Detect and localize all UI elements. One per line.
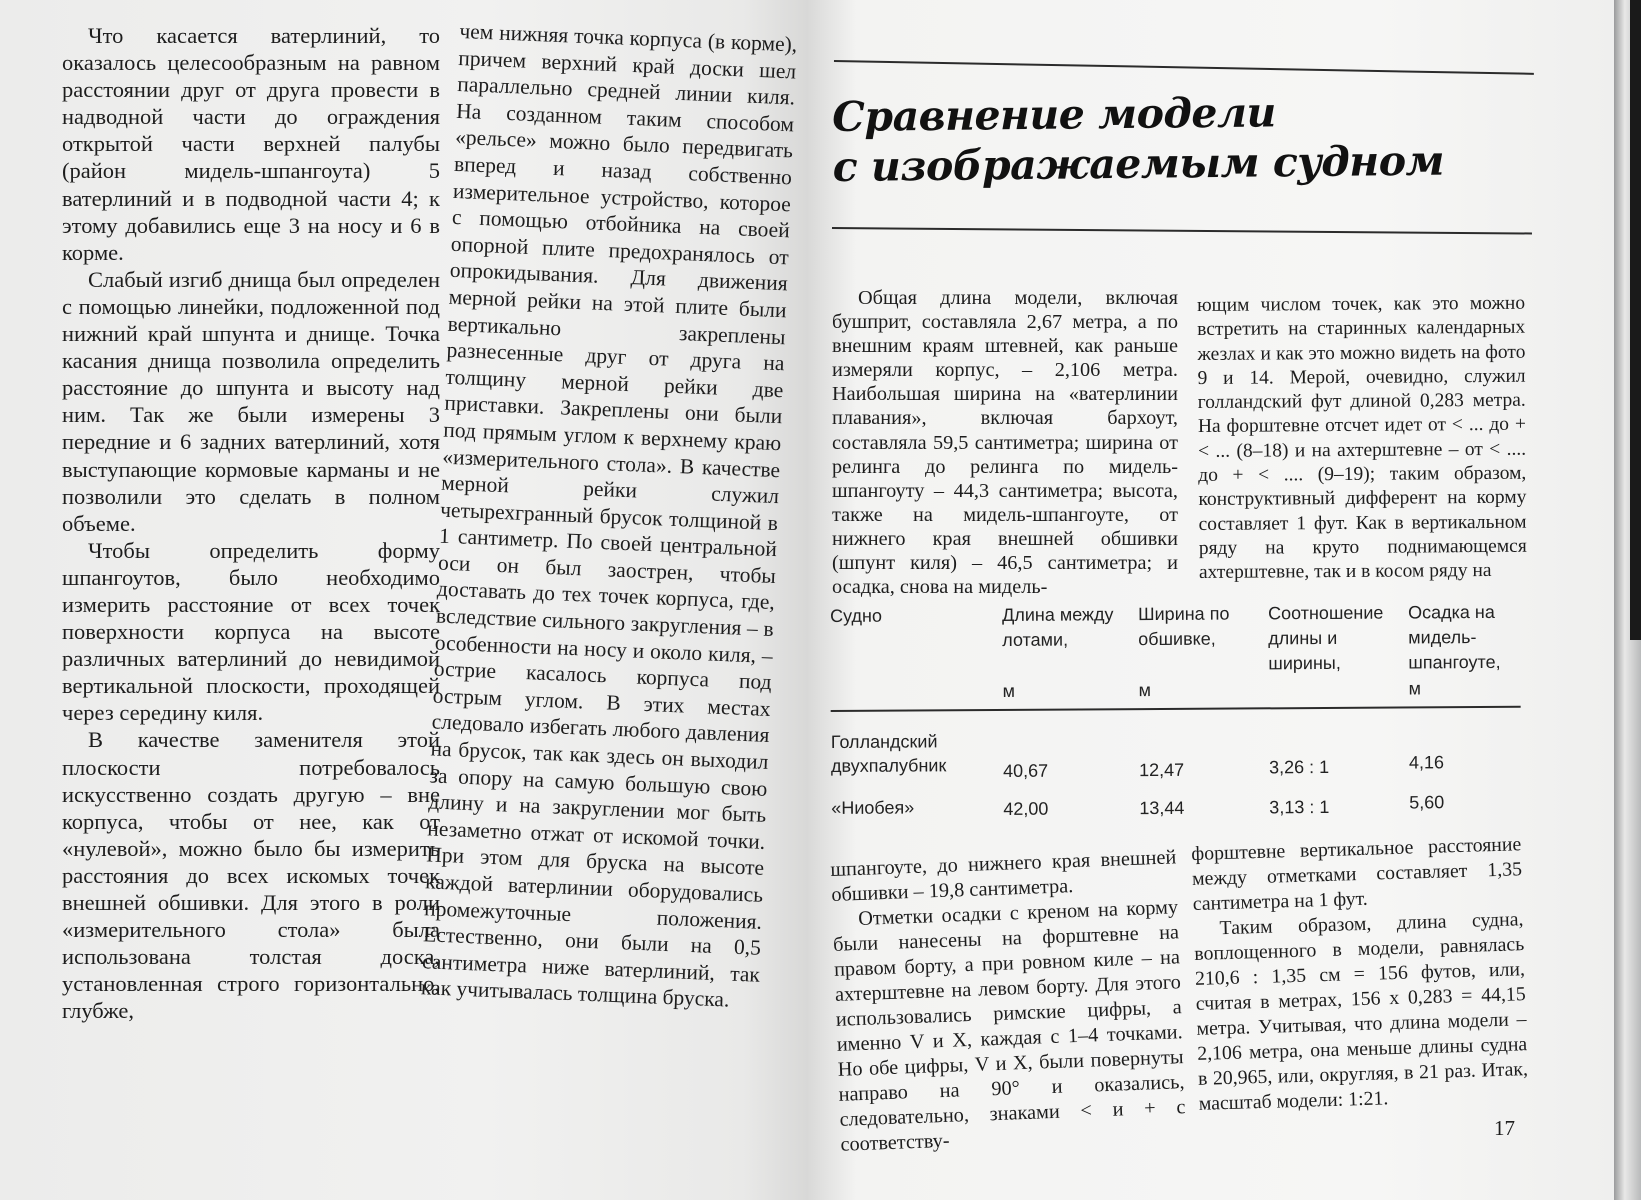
left-text-column-1 xyxy=(62,22,440,1024)
left-page xyxy=(0,0,808,1200)
cell-ratio: 3,13 : 1 xyxy=(1269,796,1330,818)
page-number: 17 xyxy=(1494,1116,1515,1140)
cell-width: 13,44 xyxy=(1139,797,1185,819)
chapter-title-line-2: с изображаемым судном xyxy=(832,136,1445,191)
header-draft-unit: м xyxy=(1408,678,1421,699)
header-length: Длина между лотами, xyxy=(1002,604,1114,650)
table-row xyxy=(831,792,1521,836)
right-text-column-4 xyxy=(1191,832,1529,1117)
header-ship: Судно xyxy=(830,605,883,626)
paragraph: Отметки осадки с креном на корму были нанесены на форштевне на правом борту, а при ровном киле – на ахтерштевне на левом борту. Для этого использовались римские цифры, а именно V и X, каждая с 1–4 точками. Но обе цифры, V и X, были повернуты направо на 90° и оказались, следовательно, знаками < и + с соответству- xyxy=(832,896,1186,1156)
header-width: Ширина по обшивке, xyxy=(1138,603,1230,650)
cell-ship: Голландский двухпалубник xyxy=(830,731,947,776)
header-width-unit: м xyxy=(1138,680,1151,701)
right-text-column-3 xyxy=(830,845,1187,1157)
paragraph: шпангоуте, до нижнего края внешней обшивки – 19,8 сантиметра. xyxy=(830,846,1177,906)
paragraph: Что касается ватерлиний, то оказалось целесообразным на равном расстоянии друг от друга провести в надводной части до ограждения открытой части верхней палубы (район мидель-шпангоута) 5 ватерлиний и в подводной части 4; к этому добавились еще 3 на носу и 6 в корме. xyxy=(62,23,440,265)
book-edge xyxy=(1614,0,1641,1200)
table-header xyxy=(830,596,1521,712)
paragraph: Чтобы определить форму шпангоутов, было необходимо измерить расстояние от всех точек поверхности корпуса на высоте различных ватерлиний до невидимой вертикальной плоскости, проходящей через середину киля. xyxy=(62,537,440,726)
cell-ratio: 3,26 : 1 xyxy=(1268,756,1330,778)
paragraph: чем нижняя точка корпуса (в корме), причем верхний край доски шел параллельно средней линии киля. На созданном таким способом «рельсе» можно было передвигать вперед и назад собственно измерительное устройство, которое с помощью отбойника на своей опорной плите предохранялось от опрокидывания. Для движения мерной рейки на этой плите были вертикально закреплены разнесенные друг от друга на толщину мерной рейки две приставки. Закреплены они были под прямым углом к верхнему краю «измерительного стола». В качестве мерной рейки служил четырехгранный брусок толщиной в 1 сантиметр. По своей центральной оси он был заострен, чтобы доставать до тех точек корпуса, где, вследствие сильного закругления – в особенности на носу и около киля, – острие касалось корпуса под острым углом. В этих местах следовало избегать любого давления на брусок, так как здесь он выходил за опору на самую большую свою длину и на закруглении мог быть незаметно отжат от искомой точки. При этом для бруска на высоте каждой ватерлинии оборудовались промежуточные положения. Естественно, они были на 0,5 сантиметра ниже ватерлиний, так как учитывалась толщина бруска. xyxy=(420,18,798,1012)
paragraph: форштевне вертикальное расстояние между отметками составляет 1,35 сантиметра на 1 фут. xyxy=(1191,833,1523,915)
paragraph: ющим числом точек, как это можно встретить на старинных календарных жезлах и как это можно видеть на фото 9 и 14. Мерой, очевидно, служил голландский фут длиной 0,283 метра. На форштевне отсчет идет от < ... до + < ... (8–18) и на ахтерштевне – от < .... до + < .... (9–19); таким образом, конструктивный дифферент на корму составляет 1 фут. Как в вертикальном ряду на круто поднимающемся ахтерштевне, так и в косом ряду на xyxy=(1197,292,1527,584)
cell-ship: «Ниобея» xyxy=(831,797,915,818)
right-text-column-2 xyxy=(1197,292,1527,586)
paragraph: В качестве заменителя этой плоскости потребовалось искусственно создать другую – вне корпуса, чтобы от нее, как от «нулевой», можно было бы измерить расстояния до всех искомых точек внешней обшивки. Для этого в роли «измерительного стола» была использована толстая доска, установленная строго горизонтально, глубже, xyxy=(62,727,440,1024)
header-length-unit: м xyxy=(1002,680,1015,701)
chapter-title xyxy=(832,84,1553,192)
table-row xyxy=(831,726,1521,796)
paragraph: Слабый изгиб днища был определен с помощью линейки, подложенной под нижний край шпунта и днище. Точка касания днища позволила определить расстояние до шпунта и высоту над ним. Так же были измерены 3 передние и 6 задних ватерлиний, хотя выступающие кормовые карманы и не позволили это сделать в полном объеме. xyxy=(62,266,440,536)
cell-draft: 5,60 xyxy=(1409,792,1445,813)
header-ratio: Соотношение длины и ширины, xyxy=(1268,602,1384,674)
cell-length: 40,67 xyxy=(1002,760,1049,781)
header-draft: Осадка на мидель-шпангоуте, xyxy=(1408,601,1501,673)
chapter-title-line-1: Сравнение модели xyxy=(832,88,1277,141)
ship-comparison-table xyxy=(830,596,1521,836)
cell-draft: 4,16 xyxy=(1408,752,1445,773)
paragraph: Общая длина модели, включая бушприт, составляла 2,67 метра, а по внешним краям штевней, как раньше измеряли корпус, – 2,106 метра. Наибольшая ширина на «ватерлинии плавания», включая бархоут, составляла 59,5 сантиметра; ширина от релинга до релинга по мидель-шпангоуту – 44,3 сантиметра; высота, также на мидель-шпангоуте, от нижнего края внешней обшивки (шпунт киля) – 46,5 сантиметра; и осадка, снова на мидель- xyxy=(832,287,1178,599)
right-text-column-1 xyxy=(832,286,1178,599)
cell-length: 42,00 xyxy=(1003,798,1049,819)
paragraph: Таким образом, длина судна, воплощенного в модели, равнялась 210,6 : 1,35 см = 156 футов, или, считая в метрах, 156 x 0,283 = 44,15 метра. Учитывая, что длина модели – 2,106 метра, она меньше длины судна в 20,965, или, округляя, в 21 раз. Итак, масштаб модели: 1:21. xyxy=(1193,908,1529,1115)
left-text-column-2 xyxy=(421,18,798,1015)
cell-width: 12,47 xyxy=(1138,759,1185,781)
